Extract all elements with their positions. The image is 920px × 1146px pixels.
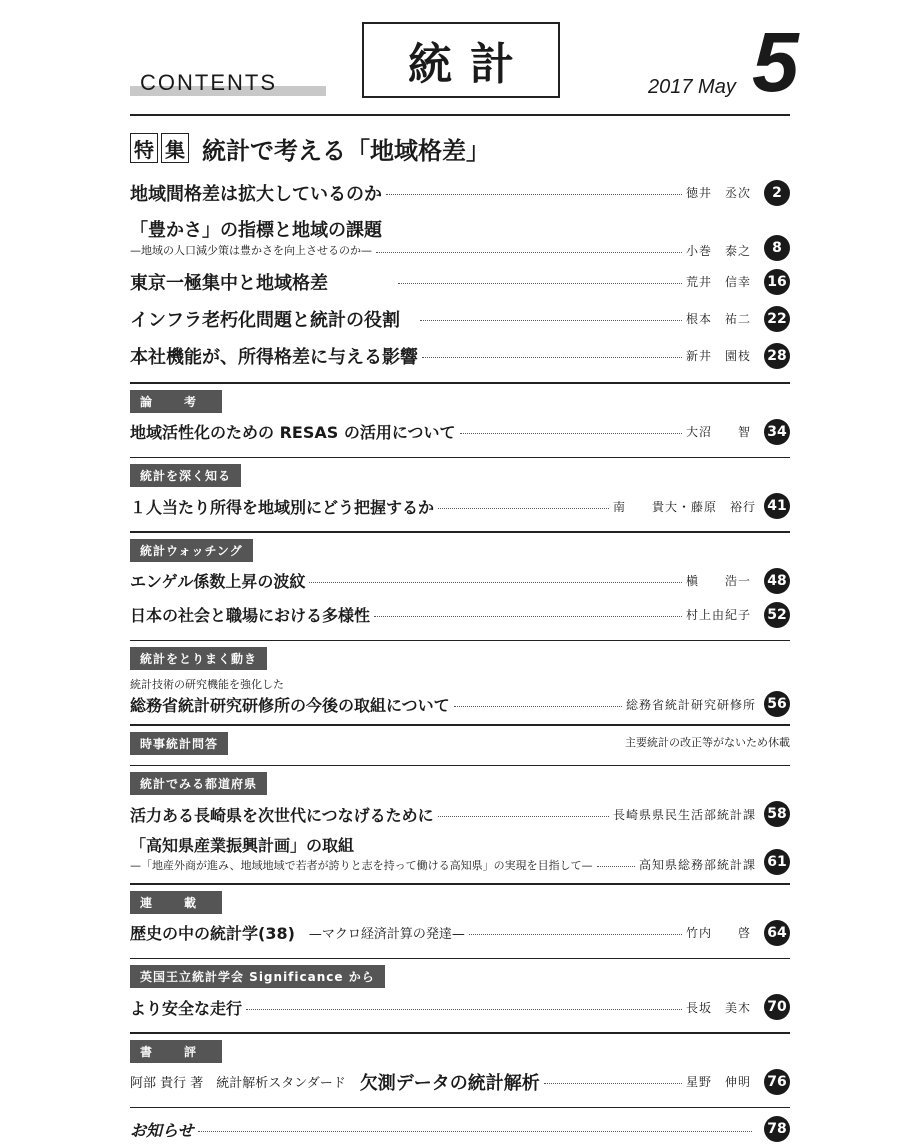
entry-subtitle: —マクロ経済計算の発達— bbox=[308, 927, 465, 942]
toc-entry[interactable] bbox=[130, 598, 790, 632]
page-number: 34 bbox=[764, 419, 790, 445]
entry-author: 竹内 啓 bbox=[686, 926, 752, 940]
entry-author: 槇 浩一 bbox=[686, 574, 752, 588]
feature-box-1: 特 bbox=[130, 133, 158, 163]
toc-entry[interactable] bbox=[130, 415, 790, 449]
entry-title: 本社機能が、所得格差に与える影響 bbox=[130, 346, 418, 368]
entry-title: 東京一極集中と地域格差 bbox=[130, 272, 328, 294]
toc-entry[interactable] bbox=[130, 174, 790, 211]
entry-author: 高知県総務部統計課 bbox=[638, 858, 756, 872]
page-number: 70 bbox=[764, 994, 790, 1020]
toc-entry[interactable] bbox=[130, 564, 790, 598]
header bbox=[0, 0, 920, 120]
section-rule bbox=[130, 1107, 790, 1109]
feature-box-2: 集 bbox=[161, 133, 189, 163]
entry-author: 総務省統計研究研修所 bbox=[625, 697, 756, 712]
leader-dots bbox=[398, 283, 682, 284]
leader-dots bbox=[454, 706, 622, 707]
entry-title: 地域間格差は拡大しているのか bbox=[130, 183, 382, 205]
leader-dots bbox=[386, 194, 682, 195]
toc-entry[interactable] bbox=[130, 211, 790, 263]
entry-author: 村上由紀子 bbox=[686, 608, 752, 622]
entry-subtitle: —地域の人口減少策は豊かさを向上させるのか— bbox=[130, 244, 372, 257]
page-number: 8 bbox=[764, 235, 790, 261]
feature-heading bbox=[130, 130, 790, 166]
leader-dots bbox=[309, 582, 682, 583]
entry-author: 南 貴大・藤原 裕行 bbox=[612, 499, 756, 514]
leader-dots bbox=[376, 252, 682, 253]
section-label-ronko: 論 考 bbox=[130, 390, 222, 413]
entry-title: インフラ老朽化問題と統計の役割 bbox=[130, 309, 400, 331]
entry-author: 徳井 丞次 bbox=[686, 186, 752, 200]
leader-dots bbox=[438, 816, 609, 817]
section-label-todofuken: 統計でみる都道府県 bbox=[130, 772, 267, 795]
leader-dots bbox=[460, 433, 682, 434]
toc-entry[interactable] bbox=[130, 797, 790, 831]
page-number: 41 bbox=[764, 493, 790, 519]
entry-title: 総務省統計研究研修所の今後の取組について bbox=[130, 695, 450, 715]
issue-number: 5 bbox=[752, 15, 799, 109]
page-number: 28 bbox=[764, 343, 790, 369]
leader-dots bbox=[420, 320, 682, 321]
section-label-jiji: 時事統計問答 bbox=[130, 732, 228, 755]
entry-subtitle-row bbox=[130, 242, 756, 259]
section-rule bbox=[130, 382, 790, 384]
entry-title: 「高知県産業振興計画」の取組 bbox=[130, 836, 355, 855]
entry-subtitle-row bbox=[130, 856, 756, 873]
section-rule bbox=[130, 765, 790, 767]
table-of-contents bbox=[130, 130, 790, 1146]
leader-dots bbox=[422, 357, 682, 358]
section-label-shohyo: 書 評 bbox=[130, 1040, 222, 1063]
entry-lead: 統計技術の研究機能を強化した bbox=[130, 678, 284, 691]
entry-author: 荒井 信幸 bbox=[686, 275, 752, 289]
entry-title: 地域活性化のための RESAS の活用について bbox=[130, 423, 456, 442]
section-label-watching: 統計ウォッチング bbox=[130, 539, 253, 562]
section-label-rensai: 連 載 bbox=[130, 891, 222, 914]
page-number: 56 bbox=[764, 691, 790, 717]
entry-subtitle: —「地産外商が進み、地域地域で若者が誇りと志を持って働ける高知県」の実現を目指して— bbox=[130, 858, 593, 872]
section-note: 主要統計の改正等がないため休載 bbox=[625, 735, 790, 749]
toc-entry[interactable] bbox=[130, 692, 790, 716]
toc-entry[interactable] bbox=[130, 263, 790, 300]
page-number: 48 bbox=[764, 568, 790, 594]
leader-dots bbox=[469, 934, 682, 935]
entry-author: 新井 園枝 bbox=[686, 349, 752, 363]
toc-entry[interactable] bbox=[130, 1065, 790, 1099]
entry-title: １人当たり所得を地域別にどう把握するか bbox=[130, 497, 435, 517]
issue-date: 2017 May bbox=[648, 76, 736, 98]
entry-title: エンゲル係数上昇の波紋 bbox=[130, 572, 306, 591]
toc-entry[interactable] bbox=[130, 990, 790, 1024]
leader-dots bbox=[597, 866, 635, 867]
leader-dots bbox=[246, 1009, 682, 1010]
entry-text bbox=[130, 216, 756, 259]
section-rule bbox=[130, 531, 790, 533]
entry-author: 大沼 智 bbox=[686, 425, 752, 439]
page-number: 76 bbox=[764, 1069, 790, 1095]
entry-title: 歴史の中の統計学(38) bbox=[130, 924, 295, 943]
section-rule bbox=[130, 1032, 790, 1034]
section-rule bbox=[130, 457, 790, 459]
page-number: 64 bbox=[764, 920, 790, 946]
page-number: 78 bbox=[764, 1116, 790, 1142]
entry-title: より安全な走行 bbox=[130, 998, 243, 1018]
leader-dots bbox=[198, 1131, 752, 1132]
entry-title: お知らせ bbox=[130, 1120, 194, 1140]
page-number: 58 bbox=[764, 801, 790, 827]
page-number: 16 bbox=[764, 269, 790, 295]
entry-title: 活力ある長崎県を次世代につなげるために bbox=[130, 805, 434, 825]
leader-dots bbox=[374, 616, 682, 617]
toc-entry[interactable] bbox=[130, 1112, 790, 1146]
leader-dots bbox=[438, 508, 609, 509]
toc-entry[interactable] bbox=[130, 300, 790, 337]
page-number: 22 bbox=[764, 306, 790, 332]
toc-entry[interactable] bbox=[130, 831, 790, 875]
entry-author: 長崎県県民生活部統計課 bbox=[612, 807, 756, 822]
leader-dots bbox=[544, 1083, 682, 1084]
contents-label: CONTENTS bbox=[140, 70, 277, 95]
section-label-fukaku: 統計を深く知る bbox=[130, 464, 241, 487]
section-rule bbox=[130, 958, 790, 960]
entry-author: 小巻 泰之 bbox=[686, 243, 752, 258]
entry-author: 長坂 美木 bbox=[686, 1000, 752, 1015]
entry-text bbox=[130, 833, 756, 873]
section-label-torimaku: 統計をとりまく動き bbox=[130, 647, 267, 670]
entry-title: 日本の社会と職場における多様性 bbox=[130, 606, 371, 625]
toc-entry[interactable] bbox=[130, 916, 790, 950]
page-number: 52 bbox=[764, 602, 790, 628]
toc-entry[interactable] bbox=[130, 489, 790, 523]
entry-author: 星野 伸明 bbox=[686, 1075, 752, 1089]
header-rule bbox=[130, 114, 790, 116]
entry-author: 根本 祐二 bbox=[686, 312, 752, 326]
section-rule bbox=[130, 640, 790, 642]
magazine-title: 統計 bbox=[362, 22, 560, 98]
page-number: 61 bbox=[764, 849, 790, 875]
entry-title: 「豊かさ」の指標と地域の課題 bbox=[130, 219, 382, 241]
toc-entry[interactable] bbox=[130, 337, 790, 374]
book-author-series: 阿部 貴行 著 統計解析スタンダード bbox=[130, 1076, 346, 1091]
entry-title: 欠測データの統計解析 bbox=[359, 1072, 540, 1094]
section-label-significance: 英国王立統計学会 Significance から bbox=[130, 965, 385, 988]
page-number: 2 bbox=[764, 180, 790, 206]
section-rule bbox=[130, 883, 790, 885]
feature-title: 統計で考える「地域格差」 bbox=[202, 136, 490, 165]
section-jiji bbox=[130, 726, 790, 757]
